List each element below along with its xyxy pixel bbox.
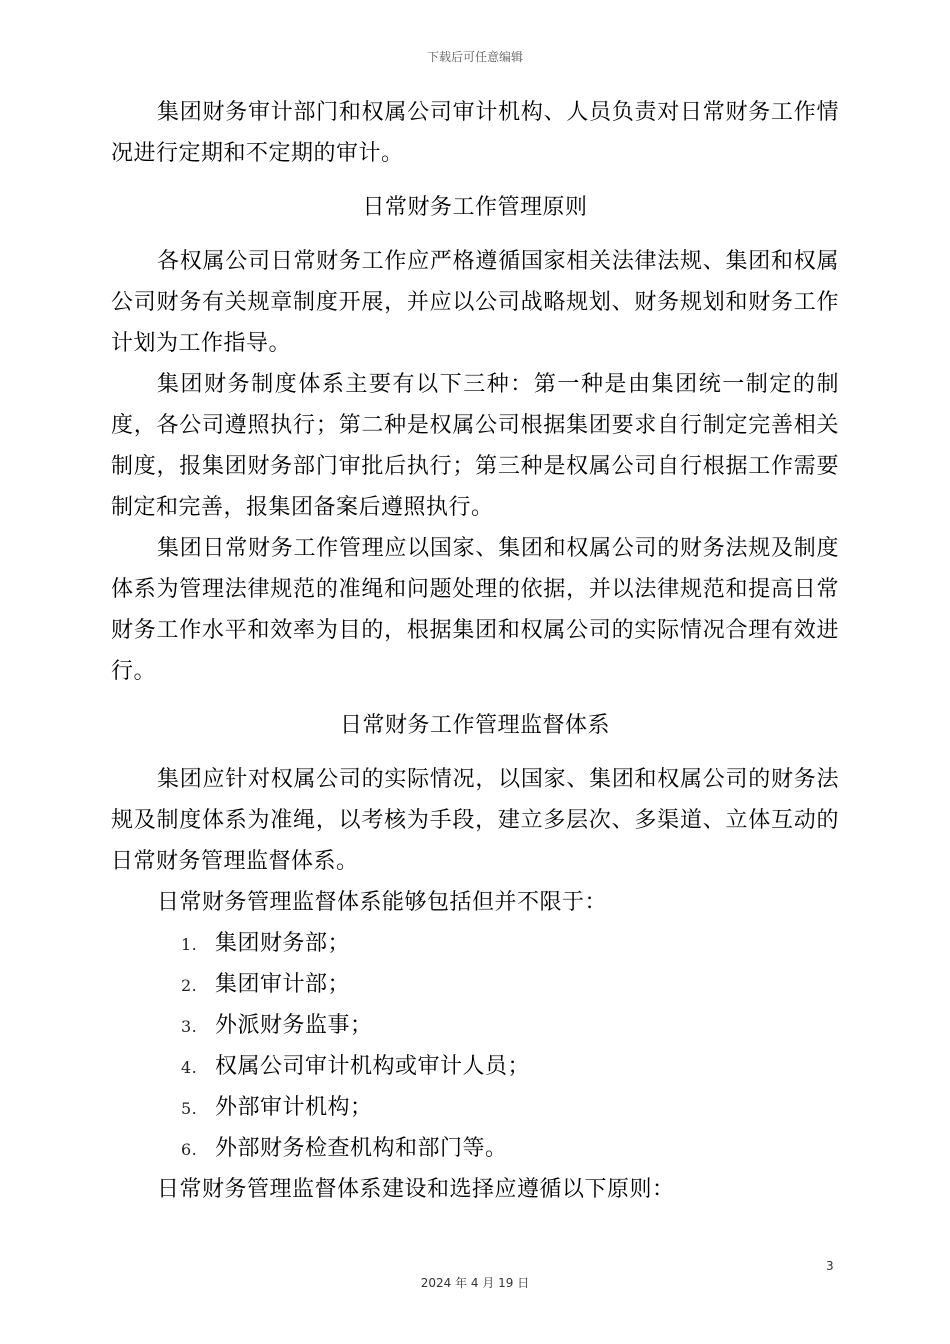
list-item [111, 964, 839, 1005]
paragraph-system-types: 集团财务制度体系主要有以下三种：第一种是由集团统一制定的制度，各公司遵照执行；第二种是权属公司根据集团要求自行制定完善相关制度，报集团财务部门审批后执行；第三种是权属公司自行根据工作需要制定和完善，报集团备案后遵照执行。 [111, 372, 839, 520]
list-item-text: 外派财务监事； [215, 1013, 373, 1038]
supervision-list [111, 923, 839, 1169]
list-number: 4. [181, 1058, 198, 1077]
paragraph-supervision-system: 集团应针对权属公司的实际情况，以国家、集团和权属公司的财务法规及制度体系为准绳，以考核为手段，建立多层次、多渠道、立体互动的日常财务管理监督体系。 [111, 767, 839, 874]
list-number: 6. [181, 1140, 198, 1159]
page-number: 3 [826, 1259, 834, 1273]
paragraph-audit: 集团财务审计部门和权属公司审计机构、人员负责对日常财务工作情况进行定期和不定期的审计。 [111, 100, 839, 166]
page-header: 下载后可任意编辑 [426, 50, 523, 64]
list-number: 1. [181, 935, 198, 954]
list-item [111, 1087, 839, 1128]
list-item-text: 权属公司审计机构或审计人员； [215, 1054, 531, 1079]
section-heading-supervision: 日常财务工作管理监督体系 [339, 713, 610, 738]
list-item [111, 923, 839, 964]
paragraph-list-intro: 日常财务管理监督体系能够包括但并不限于： [157, 890, 608, 915]
list-item [111, 1005, 839, 1046]
list-number: 5. [181, 1099, 198, 1118]
list-number: 3. [181, 1017, 198, 1036]
list-item-text: 外部财务检查机构和部门等。 [215, 1136, 508, 1161]
paragraph-principles-intro: 日常财务管理监督体系建设和选择应遵循以下原则： [157, 1177, 675, 1202]
list-item-text: 外部审计机构； [215, 1095, 373, 1120]
page-footer-date: 2024 年 4 月 19 日 [420, 1276, 530, 1290]
paragraph-management-basis: 集团日常财务工作管理应以国家、集团和权属公司的财务法规及制度体系为管理法律规范的准绳和问题处理的依据，并以法律规范和提高日常财务工作水平和效率为目的，根据集团和权属公司的实际情况合理有效进行。 [111, 536, 839, 684]
list-number: 2. [181, 976, 198, 995]
section-heading-principles: 日常财务工作管理原则 [362, 195, 588, 220]
list-item-text: 集团财务部； [215, 931, 351, 956]
list-item-text: 集团审计部； [215, 972, 351, 997]
list-item [111, 1128, 839, 1169]
document-body [111, 92, 839, 1210]
paragraph-compliance: 各权属公司日常财务工作应严格遵循国家相关法律法规、集团和权属公司财务有关规章制度开展，并应以公司战略规划、财务规划和财务工作计划为工作指导。 [111, 249, 839, 356]
list-item [111, 1046, 839, 1087]
